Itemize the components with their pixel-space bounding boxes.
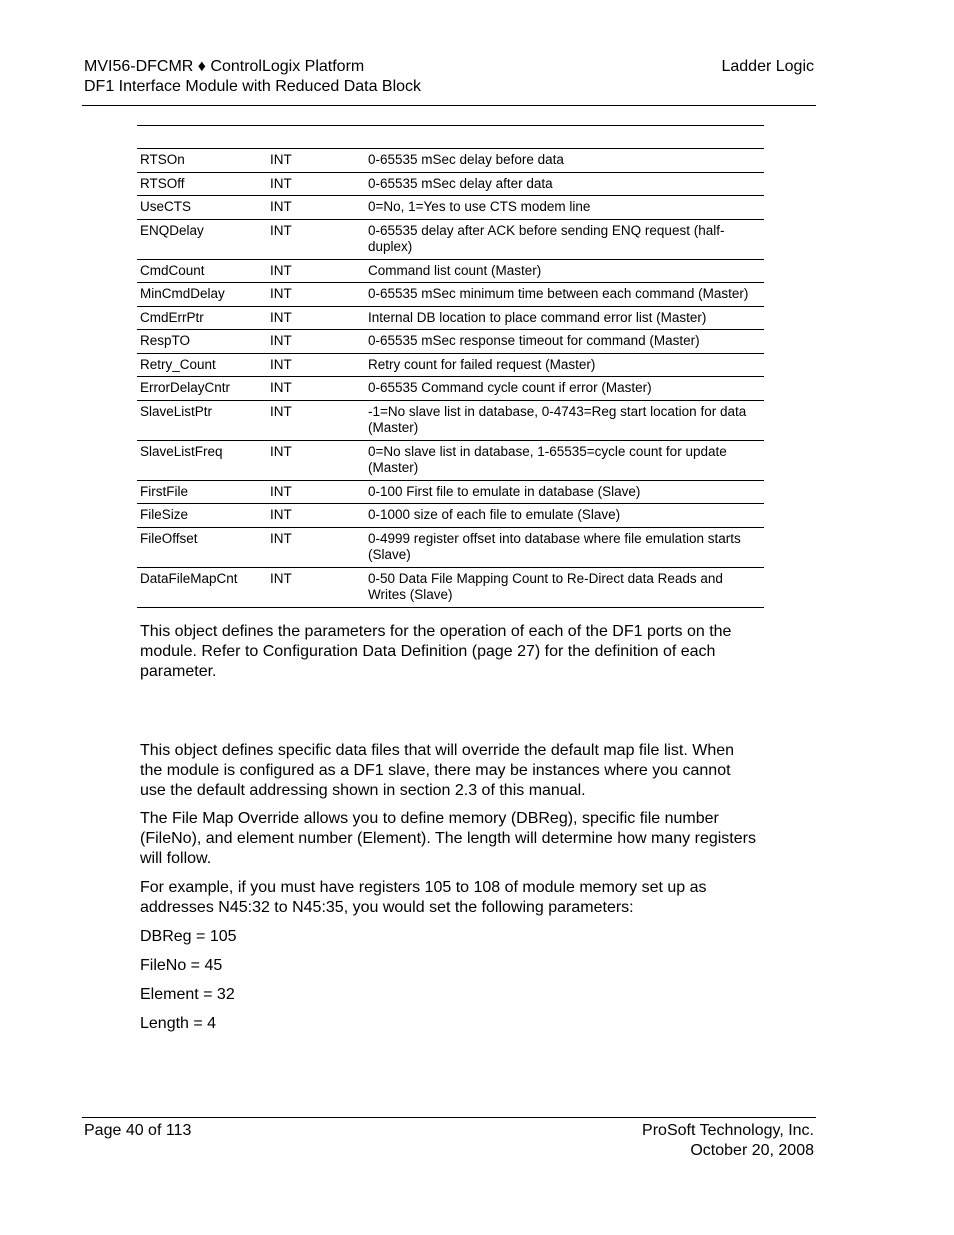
- table-row: [137, 172, 764, 196]
- file-map-intro: This object defines specific data files that will override the default map file list. When the module is configured as a DF1 slave, there may be instances where you cannot use the default addressing shown in section 2.3 of this manual.: [140, 742, 735, 799]
- footer-date: October 20, 2008: [690, 1141, 814, 1159]
- param-name-cell: FileOffset: [140, 530, 198, 546]
- param-desc-cell: 0-50 Data File Mapping Count to Re-Direct data Reads and Writes (Slave): [368, 570, 723, 602]
- footer-page-number: Page 40 of 113: [84, 1122, 192, 1139]
- param-type-cell: INT: [270, 333, 292, 348]
- footer-company: ProSoft Technology, Inc.: [642, 1122, 814, 1139]
- table-row: [137, 259, 764, 283]
- example-fileno: FileNo = 45: [140, 957, 223, 974]
- table-row: [137, 283, 764, 307]
- param-type-cell: INT: [270, 443, 292, 459]
- table-row: [137, 440, 764, 480]
- table-row: [137, 330, 764, 354]
- table-row: [137, 480, 764, 504]
- param-name-cell: UseCTS: [140, 199, 192, 214]
- example-element: Element = 32: [140, 986, 235, 1003]
- example-dbreg: DBReg = 105: [140, 928, 237, 945]
- param-name-cell: SlaveListFreq: [140, 443, 223, 459]
- param-type-cell: INT: [270, 380, 292, 395]
- table-row: [137, 527, 764, 567]
- param-desc-cell: 0=No, 1=Yes to use CTS modem line: [368, 199, 591, 214]
- table-top-rule: [137, 125, 764, 126]
- param-type-cell: INT: [270, 309, 292, 325]
- header-subtitle: DF1 Interface Module with Reduced Data Block: [84, 77, 422, 95]
- table-row: [137, 149, 764, 173]
- param-desc-cell: Retry count for failed request (Master): [368, 356, 596, 372]
- param-desc-cell: 0-65535 mSec minimum time between each command (Master): [368, 286, 749, 301]
- param-type-cell: INT: [270, 262, 292, 278]
- param-type-cell: INT: [270, 199, 292, 214]
- header-title-block: [84, 57, 421, 96]
- param-name-cell: ENQDelay: [140, 222, 204, 238]
- param-name-cell: RespTO: [140, 333, 191, 348]
- table-row: [137, 219, 764, 259]
- param-name-cell: CmdErrPtr: [140, 309, 204, 325]
- param-desc-cell: 0-65535 mSec response timeout for command (Master): [368, 333, 700, 348]
- param-name-cell: RTSOn: [140, 152, 185, 167]
- param-desc-cell: 0-65535 Command cycle count if error (Master): [368, 380, 652, 395]
- port-object-description: This object defines the parameters for the operation of each of the DF1 ports on the module. Refer to Configuration Data Definition (page 27) for the definition of each parameter.: [140, 623, 732, 680]
- header-section-name: Ladder Logic: [721, 58, 814, 75]
- param-type-cell: INT: [270, 356, 292, 372]
- param-desc-cell: 0-1000 size of each file to emulate (Slave): [368, 507, 621, 522]
- param-desc-cell: 0=No slave list in database, 1-65535=cycle count for update (Master): [368, 443, 727, 475]
- table-row: [137, 504, 764, 528]
- param-desc-cell: -1=No slave list in database, 0-4743=Reg start location for data (Master): [368, 403, 747, 435]
- param-name-cell: SlaveListPtr: [140, 403, 213, 419]
- param-type-cell: INT: [270, 175, 292, 191]
- table-row: [137, 400, 764, 440]
- param-name-cell: Retry_Count: [140, 356, 216, 372]
- example-description: For example, if you must have registers 105 to 108 of module memory set up as addresses N45:32 to N45:35, you would set the following parameters:: [140, 879, 707, 916]
- param-type-cell: INT: [270, 403, 292, 419]
- param-type-cell: INT: [270, 530, 292, 546]
- param-desc-cell: Command list count (Master): [368, 262, 542, 278]
- param-name-cell: MinCmdDelay: [140, 286, 225, 301]
- param-name-cell: ErrorDelayCntr: [140, 380, 231, 395]
- parameter-table: [137, 148, 764, 608]
- param-name-cell: CmdCount: [140, 262, 205, 278]
- table-row: [137, 567, 764, 607]
- param-desc-cell: 0-4999 register offset into database where file emulation starts (Slave): [368, 530, 741, 562]
- param-type-cell: INT: [270, 286, 292, 301]
- header-divider: [82, 105, 816, 106]
- file-map-override-description: The File Map Override allows you to define memory (DBReg), specific file number (FileNo), and element number (Element). The length will determine how many registers will follow.: [140, 810, 756, 867]
- table-row: [137, 196, 764, 220]
- table-row: [137, 353, 764, 377]
- param-name-cell: FileSize: [140, 507, 189, 522]
- param-desc-cell: Internal DB location to place command error list (Master): [368, 309, 707, 325]
- param-type-cell: INT: [270, 507, 292, 522]
- param-desc-cell: 0-65535 delay after ACK before sending ENQ request (half-duplex): [368, 222, 725, 254]
- param-desc-cell: 0-100 First file to emulate in database (Slave): [368, 483, 641, 499]
- parameter-table-body: [137, 149, 764, 608]
- footer-divider: [82, 1117, 816, 1118]
- param-type-cell: INT: [270, 152, 292, 167]
- param-desc-cell: 0-65535 mSec delay before data: [368, 152, 564, 167]
- param-type-cell: INT: [270, 570, 292, 586]
- param-desc-cell: 0-65535 mSec delay after data: [368, 175, 553, 191]
- table-row: [137, 306, 764, 330]
- footer-publisher-block: [642, 1121, 814, 1160]
- example-length: Length = 4: [140, 1015, 217, 1032]
- param-type-cell: INT: [270, 483, 292, 499]
- param-name-cell: DataFileMapCnt: [140, 570, 238, 586]
- param-name-cell: RTSOff: [140, 175, 185, 191]
- header-product-line: MVI56-DFCMR ♦ ControlLogix Platform: [84, 58, 365, 75]
- table-row: [137, 377, 764, 401]
- param-name-cell: FirstFile: [140, 483, 188, 499]
- param-type-cell: INT: [270, 222, 292, 238]
